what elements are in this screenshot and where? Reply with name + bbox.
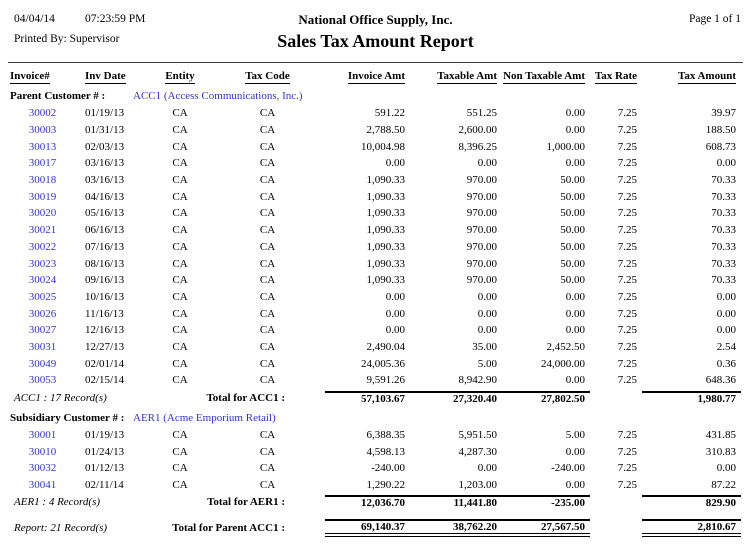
entity: CA (172, 357, 188, 370)
taxable-amt: 970.00 (466, 240, 497, 253)
report-total-row (10, 518, 741, 538)
column-header-tax-code: Tax Code (245, 70, 290, 82)
taxable-amt: 35.00 (472, 340, 497, 353)
table-row (10, 272, 741, 289)
tax-code: CA (259, 257, 276, 270)
invoice-number-link[interactable]: 30002 (28, 107, 57, 120)
report-total-taxable-amt: 38,762.20 (410, 519, 502, 537)
invoice-amt: 0.00 (385, 290, 405, 303)
tax-code: CA (259, 224, 276, 237)
table-row (10, 138, 741, 155)
entity: CA (172, 479, 188, 492)
tax-rate: 7.25 (617, 240, 637, 253)
tax-rate: 7.25 (617, 290, 637, 303)
tax-rate: 7.25 (617, 174, 637, 187)
non-taxable-amt: 24,000.00 (541, 357, 585, 370)
entity: CA (172, 224, 188, 237)
tax-rate: 7.25 (617, 357, 637, 370)
parent-total-taxable-amt: 27,320.40 (410, 391, 502, 405)
taxable-amt: 970.00 (466, 207, 497, 220)
invoice-number-link[interactable]: 30024 (28, 274, 57, 287)
page-title: Sales Tax Amount Report (277, 31, 474, 51)
tax-rate: 7.25 (617, 140, 637, 153)
report-record-count: Report: 21 Record(s) (14, 522, 108, 535)
invoice-amt: 2,788.50 (366, 124, 405, 137)
invoice-number-link[interactable]: 30010 (28, 445, 57, 458)
tax-amount: 0.00 (716, 157, 736, 170)
tax-code: CA (259, 324, 276, 337)
non-taxable-amt: 0.00 (565, 479, 585, 492)
tax-code: CA (259, 290, 276, 303)
tax-amount: 648.36 (705, 374, 736, 387)
subsidiary-total-label: Total for AER1 : (207, 496, 285, 509)
tax-amount: 2.54 (716, 340, 736, 353)
subsidiary-customer-link[interactable]: AER1 (Acme Emporium Retail) (133, 411, 276, 424)
group-header-subsidiary-customer (10, 410, 741, 427)
table-row (10, 255, 741, 272)
entity: CA (172, 157, 188, 170)
invoice-amt: 6,388.35 (366, 429, 405, 442)
entity: CA (172, 445, 188, 458)
invoice-amt: 10,004.98 (361, 140, 405, 153)
tax-code: CA (259, 462, 276, 475)
taxable-amt: 970.00 (466, 190, 497, 203)
entity: CA (172, 340, 188, 353)
invoice-amt: 1,090.33 (366, 274, 405, 287)
print-date: 04/04/14 (14, 13, 55, 25)
invoice-amt: 1,090.33 (366, 190, 405, 203)
tax-amount: 70.33 (711, 224, 736, 237)
group-header-parent-customer (10, 88, 741, 105)
taxable-amt: 5.00 (477, 357, 497, 370)
tax-rate: 7.25 (617, 207, 637, 220)
tax-amount: 0.00 (716, 324, 736, 337)
invoice-number-link[interactable]: 30041 (28, 479, 57, 492)
entity: CA (172, 257, 188, 270)
invoice-date: 01/12/13 (85, 462, 125, 475)
invoice-date: 02/01/14 (85, 357, 125, 370)
invoice-date: 09/16/13 (85, 274, 125, 287)
tax-code: CA (259, 174, 276, 187)
invoice-date: 11/16/13 (85, 307, 124, 320)
invoice-date: 08/16/13 (85, 257, 125, 270)
subsidiary-record-count: AER1 : 4 Record(s) (14, 496, 101, 509)
parent-total-label: Total for ACC1 : (206, 391, 285, 404)
invoice-number-link[interactable]: 30021 (28, 224, 57, 237)
non-taxable-amt: 2,452.50 (546, 340, 585, 353)
tax-rate: 7.25 (617, 257, 637, 270)
invoice-amt: 0.00 (385, 157, 405, 170)
invoice-date: 02/11/14 (85, 479, 124, 492)
entity: CA (172, 240, 188, 253)
invoice-amt: 591.22 (374, 107, 405, 120)
table-row (10, 205, 741, 222)
parent-record-count: ACC1 : 17 Record(s) (14, 391, 107, 404)
print-time: 07:23:59 PM (85, 13, 146, 25)
table-row (10, 239, 741, 256)
table-header-row (10, 70, 741, 88)
non-taxable-amt: 1,000.00 (546, 140, 585, 153)
non-taxable-amt: 0.00 (565, 124, 585, 137)
invoice-date: 05/16/13 (85, 207, 125, 220)
tax-rate: 7.25 (617, 462, 637, 475)
invoice-number-link[interactable]: 30053 (28, 374, 57, 387)
non-taxable-amt: 0.00 (565, 307, 585, 320)
invoice-amt: 2,490.04 (366, 340, 405, 353)
parent-total-tax-amount: 1,980.77 (642, 391, 741, 405)
tax-code: CA (259, 374, 276, 387)
tax-code: CA (259, 157, 276, 170)
tax-code: CA (259, 340, 276, 353)
tax-amount: 0.00 (716, 462, 736, 475)
invoice-amt: 1,090.33 (366, 224, 405, 237)
column-header-entity: Entity (165, 70, 195, 82)
tax-rate: 7.25 (617, 340, 637, 353)
invoice-amt: 9,591.26 (366, 374, 405, 387)
invoice-amt: 1,090.33 (366, 174, 405, 187)
invoice-date: 02/15/14 (85, 374, 125, 387)
taxable-amt: 1,203.00 (458, 479, 497, 492)
invoice-number-link[interactable]: 30013 (28, 140, 57, 153)
taxable-amt: 8,942.90 (458, 374, 497, 387)
entity: CA (172, 290, 188, 303)
tax-code: CA (259, 190, 276, 203)
invoice-date: 06/16/13 (85, 224, 125, 237)
tax-code: CA (259, 107, 276, 120)
taxable-amt: 5,951.50 (458, 429, 497, 442)
entity: CA (172, 140, 188, 153)
table-row (10, 122, 741, 139)
table-row (10, 477, 741, 494)
invoice-date: 12/16/13 (85, 324, 125, 337)
column-header-taxable-amt: Taxable Amt (437, 70, 497, 82)
tax-amount: 70.33 (711, 174, 736, 187)
non-taxable-amt: 0.00 (565, 445, 585, 458)
table-row (10, 155, 741, 172)
entity: CA (172, 174, 188, 187)
invoice-number-link[interactable]: 30023 (28, 257, 57, 270)
tax-rate: 7.25 (617, 107, 637, 120)
invoice-date: 03/16/13 (85, 157, 125, 170)
tax-code: CA (259, 429, 276, 442)
non-taxable-amt: 50.00 (560, 207, 585, 220)
tax-amount: 0.00 (716, 307, 736, 320)
subsidiary-total-taxable-amt: 11,441.80 (410, 495, 502, 509)
non-taxable-amt: 50.00 (560, 190, 585, 203)
taxable-amt: 8,396.25 (458, 140, 497, 153)
parent-total-non-taxable-amt: 27,802.50 (502, 391, 590, 405)
report-total-tax-amount: 2,810.67 (642, 519, 741, 537)
non-taxable-amt: 0.00 (565, 290, 585, 303)
invoice-number-link[interactable]: 30022 (28, 240, 57, 253)
entity: CA (172, 207, 188, 220)
entity: CA (172, 429, 188, 442)
column-header-tax-amount: Tax Amount (678, 70, 736, 82)
taxable-amt: 0.00 (477, 462, 497, 475)
table-row (10, 372, 741, 389)
table-row (10, 339, 741, 356)
tax-code: CA (259, 307, 276, 320)
entity: CA (172, 190, 188, 203)
entity: CA (172, 462, 188, 475)
taxable-amt: 4,287.30 (458, 445, 497, 458)
invoice-number-link[interactable]: 30027 (28, 324, 57, 337)
report-total-invoice-amt: 69,140.37 (325, 519, 410, 537)
invoice-amt: 0.00 (385, 324, 405, 337)
taxable-amt: 0.00 (477, 324, 497, 337)
invoice-number-link[interactable]: 30018 (28, 174, 57, 187)
invoice-date: 01/24/13 (85, 445, 125, 458)
tax-amount: 70.33 (711, 207, 736, 220)
taxable-amt: 551.25 (466, 107, 497, 120)
tax-code: CA (259, 124, 276, 137)
tax-amount: 70.33 (711, 240, 736, 253)
non-taxable-amt: -240.00 (551, 462, 585, 475)
entity: CA (172, 307, 188, 320)
taxable-amt: 970.00 (466, 174, 497, 187)
invoice-date: 12/27/13 (85, 340, 125, 353)
tax-rate: 7.25 (617, 190, 637, 203)
invoice-number-link[interactable]: 30025 (28, 290, 57, 303)
invoice-amt: 0.00 (385, 307, 405, 320)
subsidiary-total-tax-amount: 829.90 (642, 495, 741, 509)
invoice-number-link[interactable]: 30019 (28, 190, 57, 203)
taxable-amt: 970.00 (466, 257, 497, 270)
invoice-number-link[interactable]: 30049 (28, 357, 57, 370)
non-taxable-amt: 50.00 (560, 240, 585, 253)
invoice-number-link[interactable]: 30020 (28, 207, 57, 220)
tax-code: CA (259, 479, 276, 492)
company-name: National Office Supply, Inc. (298, 12, 453, 27)
tax-code: CA (259, 140, 276, 153)
tax-amount: 0.36 (716, 357, 736, 370)
table-row (10, 289, 741, 306)
invoice-number-link[interactable]: 30026 (28, 307, 57, 320)
taxable-amt: 0.00 (477, 290, 497, 303)
invoice-amt: 24,005.36 (361, 357, 405, 370)
entity: CA (172, 107, 188, 120)
taxable-amt: 0.00 (477, 307, 497, 320)
parent-customer-rows (10, 105, 741, 389)
tax-rate: 7.25 (617, 429, 637, 442)
non-taxable-amt: 50.00 (560, 274, 585, 287)
entity: CA (172, 374, 188, 387)
parent-customer-total-row (10, 389, 741, 407)
parent-customer-label: Parent Customer # : (10, 90, 106, 102)
tax-amount: 188.50 (705, 124, 736, 137)
subsidiary-customer-total-row (10, 493, 741, 511)
invoice-date: 04/16/13 (85, 190, 125, 203)
entity: CA (172, 274, 188, 287)
invoice-number-link[interactable]: 30003 (28, 124, 57, 137)
invoice-number-link[interactable]: 30001 (28, 429, 57, 442)
invoice-date: 03/16/13 (85, 174, 125, 187)
table-row (10, 305, 741, 322)
non-taxable-amt: 5.00 (565, 429, 585, 442)
invoice-date: 07/16/13 (85, 240, 125, 253)
non-taxable-amt: 50.00 (560, 224, 585, 237)
tax-rate: 7.25 (617, 157, 637, 170)
table-row (10, 460, 741, 477)
taxable-amt: 0.00 (477, 157, 497, 170)
taxable-amt: 970.00 (466, 274, 497, 287)
tax-code: CA (259, 274, 276, 287)
invoice-number-link[interactable]: 30017 (28, 157, 57, 170)
tax-amount: 0.00 (716, 290, 736, 303)
column-header-invoice-number: Invoice# (10, 70, 50, 82)
invoice-number-link[interactable]: 30032 (28, 462, 57, 475)
subsidiary-total-invoice-amt: 12,036.70 (325, 495, 410, 509)
tax-code: CA (259, 240, 276, 253)
tax-rate: 7.25 (617, 307, 637, 320)
column-header-invoice-amt: Invoice Amt (347, 70, 405, 82)
tax-amount: 431.85 (705, 429, 736, 442)
table-row (10, 322, 741, 339)
tax-amount: 310.83 (705, 445, 736, 458)
column-header-inv-date: Inv Date (85, 70, 126, 82)
entity: CA (172, 324, 188, 337)
entity: CA (172, 124, 188, 137)
invoice-amt: 1,290.22 (366, 479, 405, 492)
tax-rate: 7.25 (617, 224, 637, 237)
invoice-date: 01/19/13 (85, 429, 125, 442)
taxable-amt: 2,600.00 (458, 124, 497, 137)
tax-rate: 7.25 (617, 324, 637, 337)
table-row (10, 443, 741, 460)
invoice-date: 10/16/13 (85, 290, 125, 303)
page-number: Page 1 of 1 (688, 13, 741, 25)
table-row (10, 427, 741, 444)
header-divider (8, 62, 743, 63)
tax-rate: 7.25 (617, 124, 637, 137)
invoice-date: 02/03/13 (85, 140, 125, 153)
tax-amount: 70.33 (711, 257, 736, 270)
invoice-amt: 1,090.33 (366, 257, 405, 270)
subsidiary-total-non-taxable-amt: -235.00 (502, 495, 590, 509)
tax-amount: 70.33 (711, 274, 736, 287)
table-row (10, 355, 741, 372)
table-row (10, 188, 741, 205)
taxable-amt: 970.00 (466, 224, 497, 237)
invoice-amt: -240.00 (371, 462, 405, 475)
tax-rate: 7.25 (617, 479, 637, 492)
tax-rate: 7.25 (617, 445, 637, 458)
tax-code: CA (259, 207, 276, 220)
tax-rate: 7.25 (617, 374, 637, 387)
non-taxable-amt: 0.00 (565, 107, 585, 120)
tax-code: CA (259, 445, 276, 458)
invoice-amt: 1,090.33 (366, 240, 405, 253)
printed-by: Printed By: Supervisor (14, 33, 120, 45)
non-taxable-amt: 0.00 (565, 374, 585, 387)
tax-amount: 608.73 (705, 140, 736, 153)
subsidiary-customer-rows (10, 427, 741, 494)
non-taxable-amt: 0.00 (565, 324, 585, 337)
report-table (10, 70, 741, 538)
tax-code: CA (259, 357, 276, 370)
tax-amount: 70.33 (711, 190, 736, 203)
non-taxable-amt: 0.00 (565, 157, 585, 170)
report-total-non-taxable-amt: 27,567.50 (502, 519, 590, 537)
invoice-amt: 1,090.33 (366, 207, 405, 220)
invoice-date: 01/19/13 (85, 107, 125, 120)
tax-amount: 39.97 (711, 107, 736, 120)
table-row (10, 222, 741, 239)
subsidiary-customer-label: Subsidiary Customer # : (10, 411, 125, 424)
parent-total-invoice-amt: 57,103.67 (325, 391, 410, 405)
invoice-amt: 4,598.13 (366, 445, 405, 458)
tax-rate: 7.25 (617, 274, 637, 287)
non-taxable-amt: 50.00 (560, 257, 585, 270)
invoice-number-link[interactable]: 30031 (28, 340, 57, 353)
tax-amount: 87.22 (711, 479, 736, 492)
parent-customer-link[interactable]: ACC1 (Access Communications, Inc.) (133, 90, 303, 102)
invoice-date: 01/31/13 (85, 124, 125, 137)
non-taxable-amt: 50.00 (560, 174, 585, 187)
column-header-non-taxable-amt: Non Taxable Amt (503, 70, 585, 82)
table-row (10, 172, 741, 189)
report-total-label: Total for Parent ACC1 : (172, 522, 285, 535)
table-row (10, 105, 741, 122)
column-header-tax-rate: Tax Rate (594, 70, 637, 82)
